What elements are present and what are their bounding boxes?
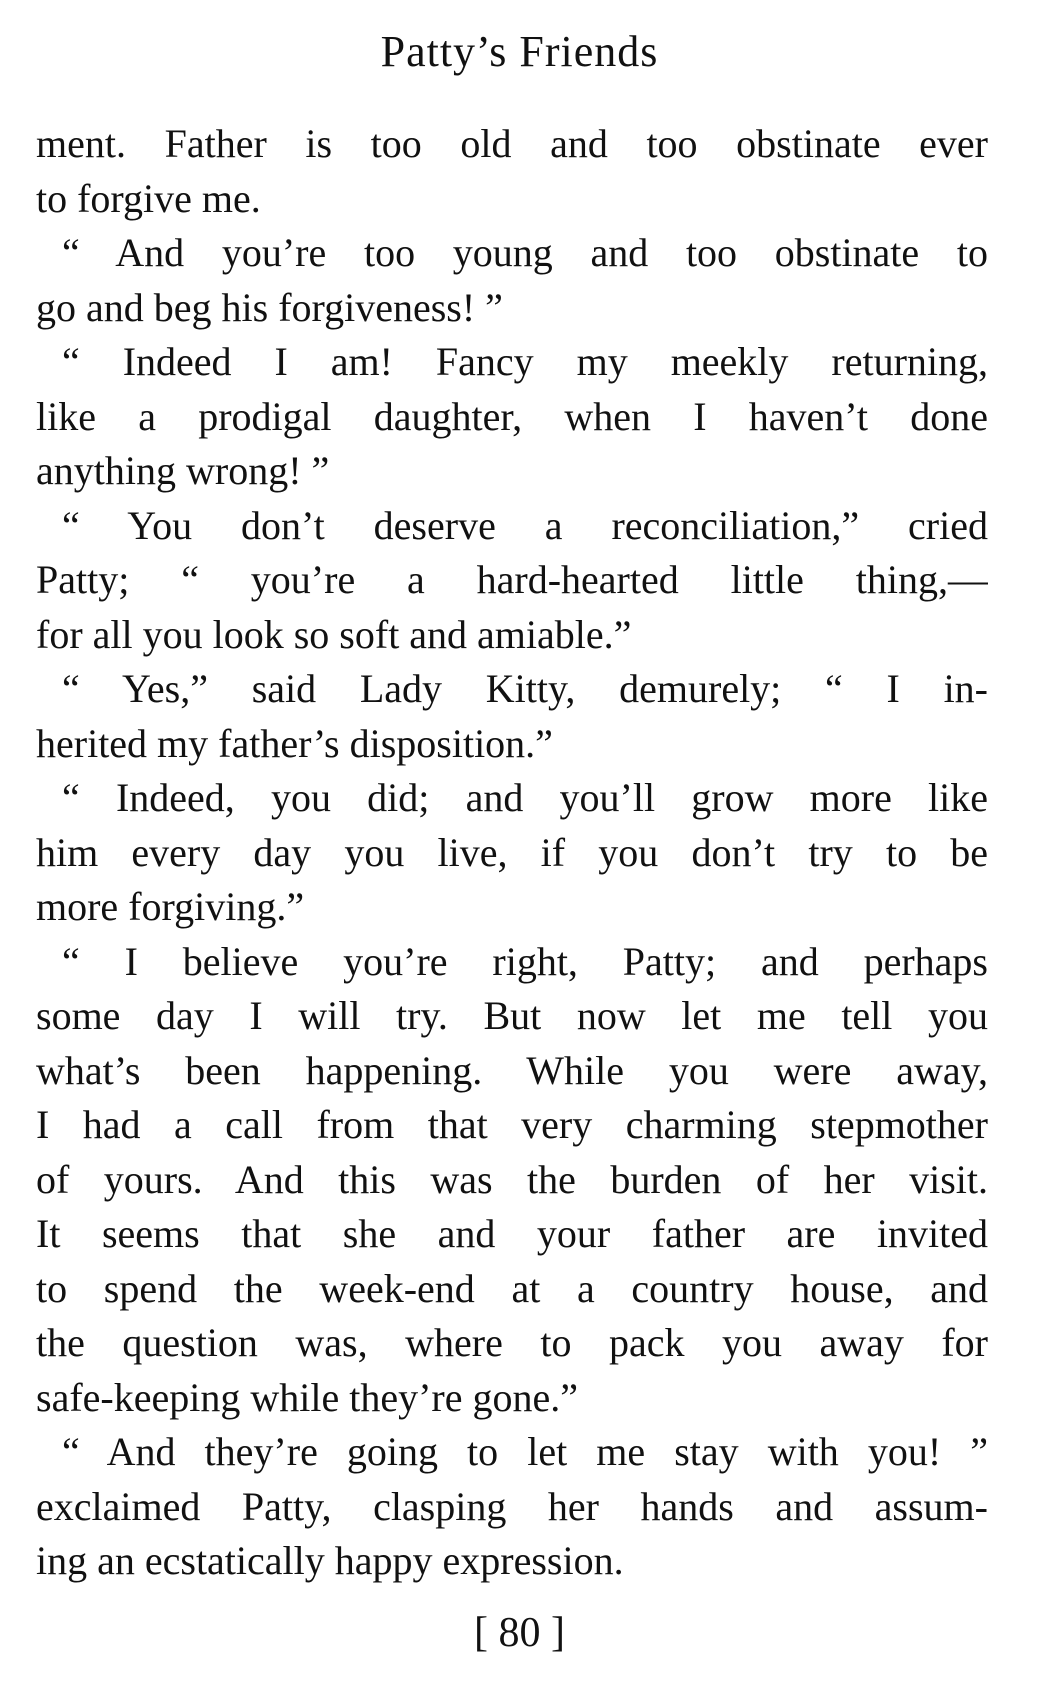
text-line: to forgive me.	[36, 175, 261, 221]
text-line: some day I will try. But now let me tell you	[36, 993, 988, 1038]
running-head: Patty’s Friends	[380, 27, 659, 76]
text-line: anything wrong! ”	[36, 448, 330, 493]
text-line: ing an ecstatically happy expression.	[36, 1538, 624, 1583]
text-line: more forgiving.”	[36, 884, 305, 929]
text-line: “ Indeed I am! Fancy my meekly returning,	[62, 339, 988, 384]
page-number: [ 80 ]	[474, 1610, 565, 1656]
text-line: go and beg his forgiveness! ”	[36, 284, 503, 330]
text-line: herited my father’s disposition.”	[36, 720, 553, 766]
text-line: for all you look so soft and amiable.”	[36, 611, 632, 657]
text-line: what’s been happening. While you were away,	[36, 1047, 988, 1093]
text-line: of yours. And this was the burden of her visit.	[36, 1156, 988, 1202]
text-line: It seems that she and your father are invited	[36, 1211, 988, 1256]
text-line: I had a call from that very charming stepmother	[36, 1102, 988, 1147]
text-line: ment. Father is too old and too obstinate ever	[36, 121, 988, 166]
text-line: “ Indeed, you did; and you’ll grow more like	[62, 775, 988, 820]
text-line: Patty; “ you’re a hard-hearted little thing,—	[36, 557, 988, 602]
text-line: like a prodigal daughter, when I haven’t done	[36, 393, 988, 439]
text-line: “ I believe you’re right, Patty; and perhaps	[62, 938, 988, 984]
text-line: to spend the week-end at a country house, and	[36, 1265, 988, 1311]
text-line: exclaimed Patty, clasping her hands and assum-	[36, 1483, 988, 1529]
text-line: “ Yes,” said Lady Kitty, demurely; “ I in-	[62, 666, 988, 711]
text-line: “ You don’t deserve a reconciliation,” cried	[62, 502, 988, 548]
text-line: him every day you live, if you don’t try to be	[36, 829, 988, 875]
text-line: “ And you’re too young and too obstinate to	[62, 230, 988, 275]
text-line: safe-keeping while they’re gone.”	[36, 1374, 578, 1420]
body-text	[36, 117, 988, 1589]
text-line: “ And they’re going to let me stay with you! ”	[62, 1429, 988, 1474]
text-line: the question was, where to pack you away for	[36, 1320, 988, 1365]
